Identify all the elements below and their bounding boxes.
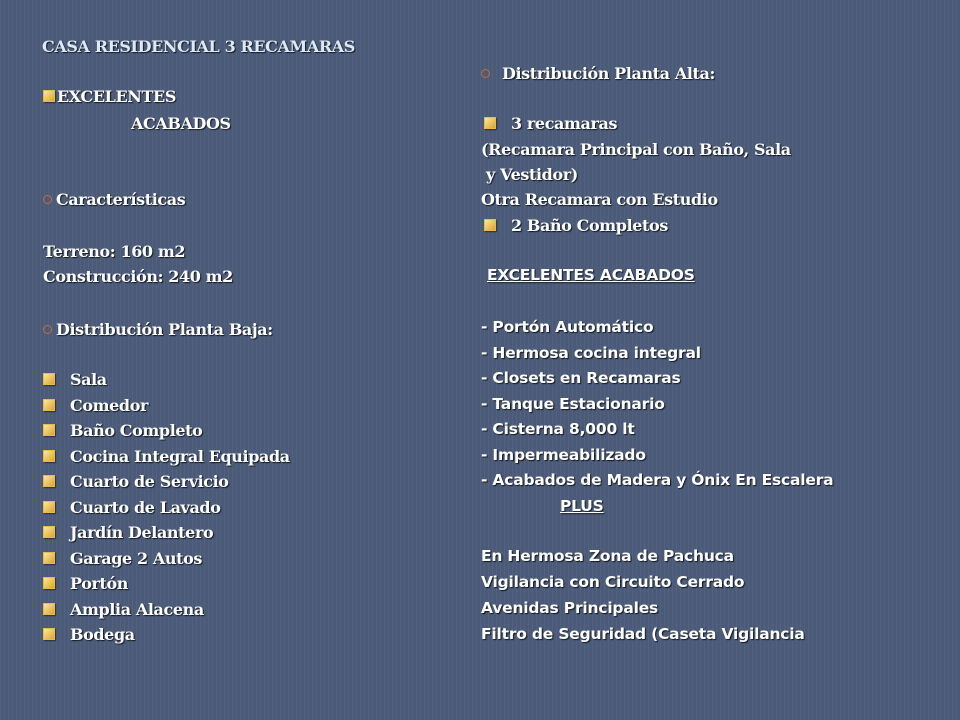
extra-item: Filtro de Seguridad (Caseta Vigilancia — [481, 625, 805, 643]
planta-baja-item: Bodega — [43, 625, 135, 644]
planta-baja-item: Baño Completo — [43, 421, 202, 440]
square-bullet-icon — [43, 501, 55, 513]
title: CASA RESIDENCIAL 3 RECAMARAS — [42, 37, 355, 56]
extra-item: Avenidas Principales — [481, 599, 659, 617]
planta-baja-heading: Distribución Planta Baja: — [43, 320, 273, 339]
planta-baja-item: Cuarto de Servicio — [43, 472, 229, 491]
circle-bullet-icon — [43, 195, 52, 204]
recamara-principal-line-2: y Vestidor) — [486, 165, 578, 184]
square-bullet-icon — [43, 603, 55, 615]
acabado-item: - Acabados de Madera y Ónix En Escalera — [481, 471, 834, 489]
planta-alta-heading: Distribución Planta Alta: — [481, 64, 715, 83]
excelentes-line-1: EXCELENTES — [43, 87, 176, 106]
plus-label: PLUS — [560, 497, 604, 515]
acabado-item: - Hermosa cocina integral — [481, 343, 701, 362]
acabado-item: - Cisterna 8,000 lt — [481, 420, 635, 438]
square-bullet-icon — [43, 475, 55, 487]
circle-bullet-icon — [43, 325, 52, 334]
planta-baja-item: Cocina Integral Equipada — [43, 447, 290, 466]
acabado-item: - Impermeabilizado — [481, 445, 646, 464]
square-bullet-icon — [43, 552, 55, 564]
extra-item: En Hermosa Zona de Pachuca — [481, 547, 734, 565]
square-bullet-icon — [43, 577, 55, 589]
circle-bullet-icon — [481, 69, 490, 78]
square-bullet-icon — [43, 399, 55, 411]
otra-recamara-text: Otra Recamara con Estudio — [481, 190, 718, 209]
acabado-item: - Portón Automático — [481, 318, 654, 336]
planta-baja-item: Portón — [43, 574, 128, 593]
recamara-principal-line-1: (Recamara Principal con Baño, Sala — [481, 140, 791, 159]
recamaras-item: 3 recamaras — [484, 114, 617, 133]
square-bullet-icon — [43, 373, 55, 385]
square-bullet-icon — [484, 219, 496, 231]
extra-item: Vigilancia con Circuito Cerrado — [481, 573, 745, 591]
terreno-text: Terreno: 160 m2 — [43, 242, 186, 261]
construccion-text: Construcción: 240 m2 — [43, 267, 233, 286]
caracteristicas-heading: Características — [43, 190, 185, 209]
planta-baja-item: Cuarto de Lavado — [43, 498, 220, 517]
square-bullet-icon — [43, 450, 55, 462]
square-bullet-icon — [43, 628, 55, 640]
acabado-item: - Closets en Recamaras — [481, 369, 681, 387]
excelentes-line-2: ACABADOS — [131, 114, 231, 133]
planta-baja-item: Garage 2 Autos — [43, 549, 202, 568]
banos-item: 2 Baño Completos — [484, 216, 668, 235]
acabado-item: - Tanque Estacionario — [481, 394, 665, 413]
planta-baja-item: Comedor — [43, 396, 148, 415]
square-bullet-icon — [484, 117, 496, 129]
square-bullet-icon — [43, 424, 55, 436]
acabados-heading: EXCELENTES ACABADOS — [487, 266, 695, 284]
planta-baja-item: Amplia Alacena — [43, 600, 204, 619]
planta-baja-item: Jardín Delantero — [43, 523, 213, 542]
square-bullet-icon — [43, 526, 55, 538]
planta-baja-item: Sala — [43, 370, 107, 389]
square-bullet-icon — [43, 90, 55, 102]
